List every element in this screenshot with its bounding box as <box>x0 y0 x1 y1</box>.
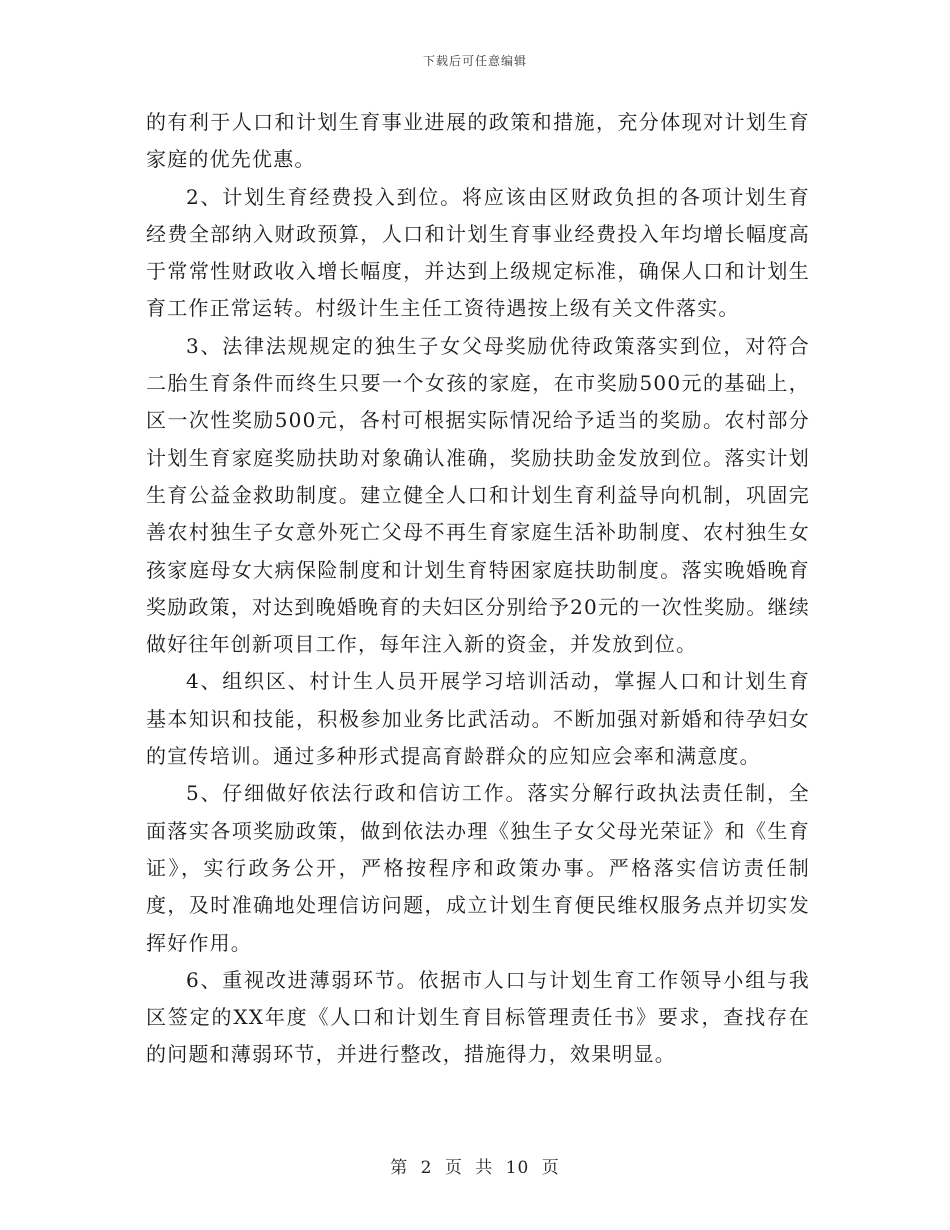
page-header: 下载后可任意编辑 <box>422 54 527 68</box>
paragraph-item-3: 3、法律法规规定的独生子女父母奖励优待政策落实到位，对符合二胎生育条件而终生只要一个女孩的家庭，在市奖励500元的基础上，区一次性奖励500元，各村可根据实际情况给予适当的奖励。农村部分计划生育家庭奖励扶助对象确认准确，奖励扶助金发放到位。落实计划生育公益金救助制度。建立健全人口和计划生育利益导向机制，巩固完善农村独生子女意外死亡父母不再生育家庭生活补助制度、农村独生女孩家庭母女大病保险制度和计划生育特困家庭扶助制度。落实晚婚晚育奖励政策，对达到晚婚晚育的夫妇区分别给予20元的一次性奖励。继续做好往年创新项目工作，每年注入新的资金，并发放到位。 <box>146 333 810 657</box>
paragraph-continuation: 的有利于人口和计划生育事业进展的政策和措施，充分体现对计划生育家庭的优先优惠。 <box>146 110 810 172</box>
paragraph-item-6: 6、重视改进薄弱环节。依据市人口与计划生育工作领导小组与我区签定的XX年度《人口和计划生育目标管理责任书》要求，查找存在的问题和薄弱环节，并进行整改，措施得力，效果明显。 <box>146 967 810 1067</box>
document-body <box>146 104 810 1074</box>
paragraph-item-4: 4、组织区、村计生人员开展学习培训活动，掌握人口和计划生育基本知识和技能，积极参加业务比武活动。不断加强对新婚和待孕妇女的宣传培训。通过多种形式提高育龄群众的应知应会率和满意度。 <box>146 669 810 769</box>
paragraph-item-2: 2、计划生育经费投入到位。将应该由区财政负担的各项计划生育经费全部纳入财政预算，人口和计划生育事业经费投入年均增长幅度高于常常性财政收入增长幅度，并达到上级规定标准，确保人口和计划生育工作正常运转。村级计生主任工资待遇按上级有关文件落实。 <box>146 184 810 321</box>
page-number-footer: 第 2 页 共 10 页 <box>390 1158 560 1178</box>
paragraph-item-5: 5、仔细做好依法行政和信访工作。落实分解行政执法责任制，全面落实各项奖励政策，做到依法办理《独生子女父母光荣证》和《生育证》，实行政务公开，严格按程序和政策办事。严格落实信访责任制度，及时准确地处理信访问题，成立计划生育便民维权服务点并切实发挥好作用。 <box>146 781 810 955</box>
